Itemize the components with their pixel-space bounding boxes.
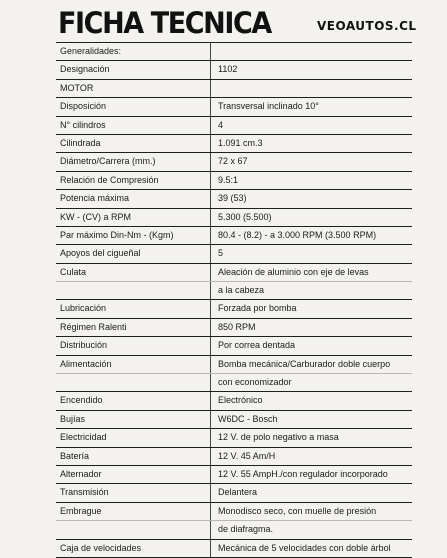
column-divider — [210, 43, 211, 60]
table-row — [56, 208, 412, 226]
spec-table — [56, 42, 412, 558]
column-divider — [210, 540, 211, 557]
spec-value: 39 (53) — [218, 193, 247, 204]
spec-value: de diafragma. — [218, 524, 274, 535]
spec-value: Forzada por bomba — [218, 303, 297, 314]
spec-label: Apoyos del cigueñal — [60, 248, 141, 259]
spec-value: Transversal inclinado 10° — [218, 101, 319, 112]
table-row — [56, 152, 412, 170]
spec-label: Embrague — [60, 505, 102, 516]
site-watermark: VEOAUTOS.CL — [317, 19, 417, 33]
spec-label: Lubricación — [60, 303, 107, 314]
spec-label: Culata — [60, 266, 87, 277]
spec-label: Potencia máxima — [60, 193, 130, 204]
table-row — [56, 318, 412, 336]
table-row — [56, 263, 412, 281]
column-divider — [210, 264, 211, 281]
column-divider — [210, 245, 211, 262]
spec-value: 1102 — [218, 64, 238, 75]
column-divider — [210, 190, 211, 207]
column-divider — [210, 337, 211, 354]
spec-label: Alimentación — [60, 358, 112, 369]
column-divider — [210, 61, 211, 78]
spec-value: 12 V. de polo negativo a masa — [218, 432, 339, 443]
column-divider — [210, 503, 211, 520]
spec-label: Encendido — [60, 395, 103, 406]
spec-label: Batería — [60, 450, 90, 461]
table-row — [56, 299, 412, 317]
spec-value: 80.4 - (8.2) - a 3.000 RPM (3.500 RPM) — [218, 229, 377, 240]
spec-value: Electrónico — [218, 395, 263, 406]
page-title: FICHA TECNICA — [58, 6, 271, 40]
table-row — [56, 428, 412, 446]
table-row — [56, 171, 412, 189]
spec-label: Disposición — [60, 101, 107, 112]
column-divider — [210, 374, 211, 391]
table-row — [56, 97, 412, 115]
column-divider — [210, 521, 211, 538]
table-row — [56, 539, 412, 558]
spec-label: Diámetro/Carrera (mm.) — [60, 156, 156, 167]
table-row — [56, 79, 412, 97]
spec-value: 12 V. 45 Am/H — [218, 450, 276, 461]
spec-label: MOTOR — [60, 82, 94, 93]
spec-label: Distribución — [60, 340, 108, 351]
table-row — [56, 336, 412, 354]
spec-value: Aleación de aluminio con eje de levas — [218, 266, 369, 277]
column-divider — [210, 227, 211, 244]
table-row — [56, 281, 412, 299]
spec-label: Generalidades: — [60, 46, 122, 56]
column-divider — [210, 392, 211, 409]
spec-label: Caja de velocidades — [60, 542, 142, 553]
table-row — [56, 244, 412, 262]
spec-value: Delantera — [218, 487, 258, 498]
spec-label: Régimen Ralenti — [60, 321, 127, 332]
spec-label: N° cilindros — [60, 119, 106, 130]
column-divider — [210, 484, 211, 501]
table-row — [56, 373, 412, 391]
column-divider — [210, 356, 211, 373]
table-row — [56, 226, 412, 244]
column-divider — [210, 282, 211, 299]
column-divider — [210, 172, 211, 189]
spec-value: 5 — [218, 248, 224, 259]
spec-label: Relación de Compresión — [60, 174, 159, 185]
table-row — [56, 355, 412, 373]
column-divider — [210, 80, 211, 97]
spec-label: Par máximo Din-Nm - (Kgm) — [60, 229, 174, 240]
spec-label: Electricidad — [60, 432, 107, 443]
table-row — [56, 189, 412, 207]
spec-value: W6DC - Bosch — [218, 413, 278, 424]
spec-value: Monodisco seco, con muelle de presión — [218, 505, 377, 516]
spec-value: Bomba mecánica/Carburador doble cuerpo — [218, 358, 391, 369]
column-divider — [210, 319, 211, 336]
spec-value: 5.300 (5.500) — [218, 211, 272, 222]
column-divider — [210, 209, 211, 226]
column-divider — [210, 448, 211, 465]
column-divider — [210, 153, 211, 170]
column-divider — [210, 117, 211, 134]
spec-value: Mecánica de 5 velocidades con doble árbol — [218, 542, 391, 553]
column-divider — [210, 466, 211, 483]
table-row — [56, 42, 412, 60]
table-row — [56, 483, 412, 501]
spec-value: 12 V. 55 AmpH./con regulador incorporado — [218, 468, 388, 479]
table-row — [56, 447, 412, 465]
table-row — [56, 520, 412, 538]
spec-value: 72 x 67 — [218, 156, 248, 167]
column-divider — [210, 429, 211, 446]
column-divider — [210, 98, 211, 115]
table-row — [56, 465, 412, 483]
column-divider — [210, 135, 211, 152]
spec-value: 850 RPM — [218, 321, 256, 332]
table-row — [56, 410, 412, 428]
spec-value: Por correa dentada — [218, 340, 296, 351]
table-row — [56, 502, 412, 520]
spec-label: Designación — [60, 64, 110, 75]
table-row — [56, 116, 412, 134]
table-row — [56, 134, 412, 152]
spec-label: Bujías — [60, 413, 86, 424]
table-row — [56, 60, 412, 78]
table-row — [56, 391, 412, 409]
spec-value: 9.5:1 — [218, 174, 239, 185]
spec-label: KW - (CV) a RPM — [60, 211, 131, 222]
column-divider — [210, 411, 211, 428]
spec-value: a la cabeza — [218, 285, 265, 296]
spec-label: Cilindrada — [60, 137, 101, 148]
spec-label: Alternador — [60, 468, 102, 479]
spec-label: Transmisión — [60, 487, 109, 498]
spec-value: 4 — [218, 119, 224, 130]
spec-value: con economizador — [218, 377, 292, 388]
column-divider — [210, 300, 211, 317]
header — [0, 0, 447, 44]
spec-value: 1.091 cm.3 — [218, 137, 263, 148]
